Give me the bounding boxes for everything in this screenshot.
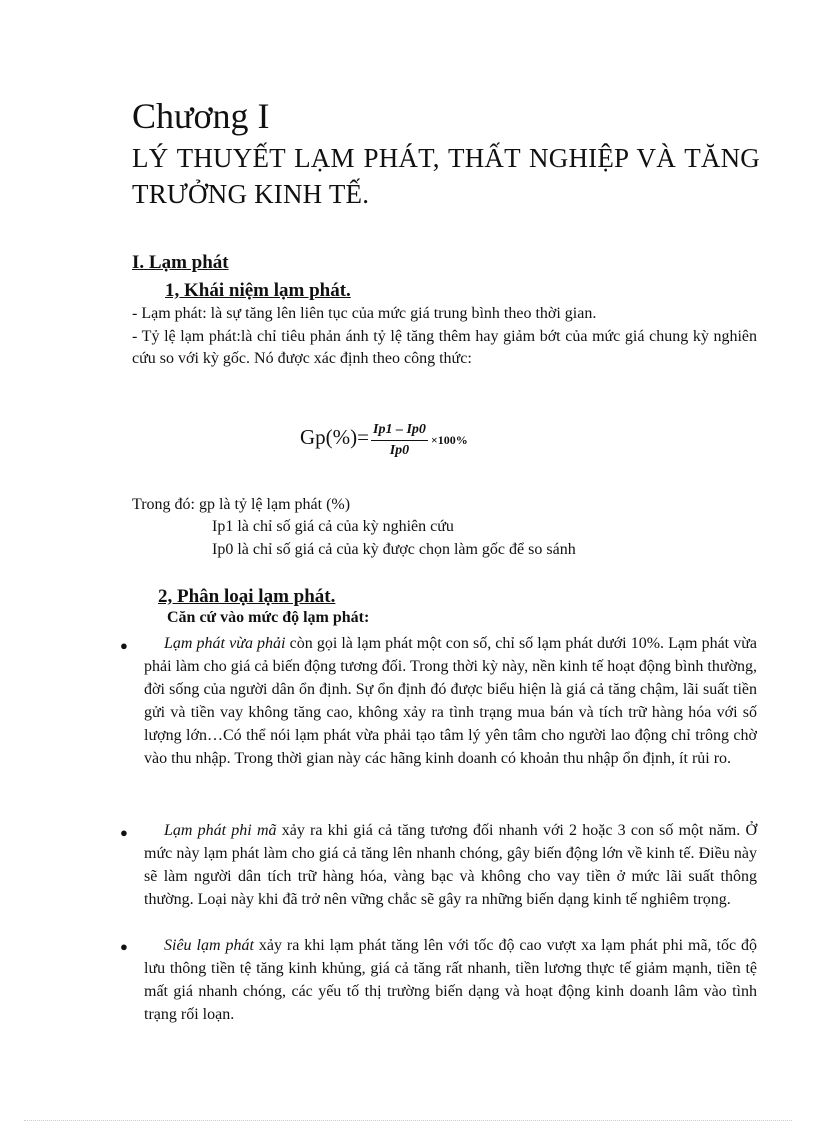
definition-paragraph: - Lạm phát: là sự tăng lên liên tục của mức giá trung bình theo thời gian. <box>132 305 597 322</box>
formula-numerator: Ip1 – Ip0 <box>371 422 428 441</box>
formula-fraction <box>371 422 428 459</box>
list-item <box>144 819 757 911</box>
list-item-text: xảy ra khi lạm phát tăng lên với tốc độ cao vượt xa lạm phát phi mã, tốc độ lưu thông tiền tệ tăng kinh khủng, giá cả tăng rất nhanh, tiền lương thực tế giảm mạnh, tiền tệ mất giá nhanh chóng, các yếu tố thị trường biến dạng và hoạt động kinh doanh lâm vào tình trạng rối loạn. <box>144 937 757 1023</box>
subsection-heading-concept: 1, Khái niệm lạm phát. <box>165 280 351 301</box>
list-item-text: còn gọi là lạm phát một con số, chỉ số lạm phát dưới 10%. Lạm phát vừa phải làm cho giá cả biến động tương đối. Trong thời kỳ này, nền kinh tế hoạt động bình thường, đời sống của người dân ổn định. Sự ổn định đó được biểu hiện là giá cả tăng chậm, lãi suất tiền gửi và tiền vay không tăng cao, không xảy ra tình trạng mua bán và tích trữ hàng hóa với số lượng lớn…Có thể nói lạm phát vừa phải tạo tâm lý yên tâm cho người lao động chỉ trông chờ vào thu nhập. Trong thời gian này các hãng kinh doanh có khoản thu nhập ổn định, ít rủi ro. <box>144 635 758 767</box>
list-item <box>144 632 757 770</box>
page-bottom-divider <box>24 1120 792 1121</box>
list-item-term: Siêu lạm phát <box>164 937 254 954</box>
formula-multiplier: ×100% <box>430 432 468 447</box>
where-line-3: Ip0 là chỉ số giá cả của kỳ được chọn làm gốc để so sánh <box>212 541 576 558</box>
inflation-formula <box>300 412 468 462</box>
chapter-title: Chương I <box>132 96 270 136</box>
bullet-icon: ● <box>120 825 128 840</box>
list-item-term: Lạm phát phi mã <box>164 822 277 839</box>
rate-paragraph: - Tỷ lệ lạm phát:là chỉ tiêu phản ánh tỷ lệ tăng thêm hay giảm bớt của mức giá chung kỳ nghiên cứu so với kỳ gốc. Nó được xác định theo công thức: <box>132 328 757 367</box>
where-line-2: Ip1 là chỉ số giá cả của kỳ nghiên cứu <box>212 518 454 535</box>
section-heading: I. Lạm phát <box>132 252 229 273</box>
where-line-1: Trong đó: gp là tỷ lệ lạm phát (%) <box>132 496 351 513</box>
formula-denominator: Ip0 <box>389 442 410 458</box>
subsection-heading-classification: 2, Phân loại lạm phát. <box>158 586 336 607</box>
bullet-icon: ● <box>120 638 128 653</box>
formula-lhs: Gp(%)= <box>300 424 369 449</box>
criterion-heading: Căn cứ vào mức độ lạm phát: <box>167 609 370 626</box>
chapter-subtitle: LÝ THUYẾT LẠM PHÁT, THẤT NGHIỆP VÀ TĂNG TRƯỞNG KINH TẾ. <box>132 143 760 209</box>
list-item <box>144 934 757 1026</box>
bullet-icon: ● <box>120 939 128 954</box>
list-item-text: xảy ra khi giá cả tăng tương đối nhanh với 2 hoặc 3 con số một năm. Ở mức này lạm phát làm cho giá cả tăng lên nhanh chóng, gây biến động lớn về kinh tế. Điều này sẽ làm người dân tích trữ hàng hóa, vàng bạc và không cho vay tiền ở mức lãi suất thông thường. Loại này khi đã trở nên vững chắc sẽ gây ra những biến dạng kinh tế nghiêm trọng. <box>144 822 757 908</box>
list-item-term: Lạm phát vừa phải <box>164 635 286 652</box>
